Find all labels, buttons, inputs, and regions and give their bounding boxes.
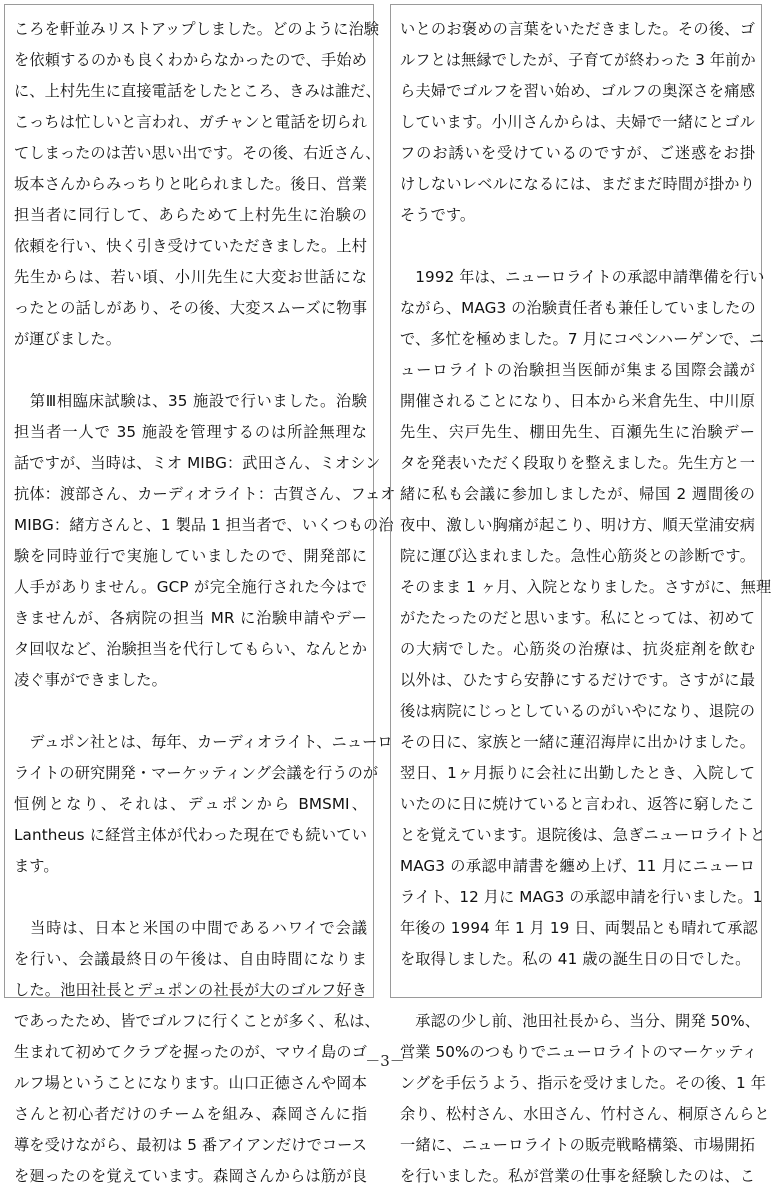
text-line: ころを軒並みリストアップしました。どのように治験 (14, 20, 380, 38)
text-line: とを覚えています。退院後は、急ぎニューロライトと (400, 826, 766, 844)
text-line: ライト、12 月に MAG3 の承認申請を行いました。1 (400, 888, 763, 906)
text-line: 当時は、日本と米国の中間であるハワイで会議 (14, 919, 367, 937)
left-text-column (4, 4, 396, 1185)
text-line: てしまったのは苦い思い出です。その後、右近さん、 (14, 144, 381, 162)
text-line: 開催されることになり、日本から米倉先生、中川原 (400, 392, 755, 410)
text-line: 営業 50%のつもりでニューロライトのマーケッティ (400, 1043, 758, 1061)
text-line: 坂本さんからみっちりと叱られました。後日、営業 (14, 175, 367, 193)
paragraph-gap (400, 975, 755, 1006)
text-line: 導を受けながら、最初は 5 番アイアンだけでコース (14, 1136, 367, 1154)
text-line: ら夫婦でゴルフを習い始め、ゴルフの奥深さを痛感 (400, 82, 755, 100)
paragraph-gap (14, 696, 367, 727)
text-line: けしないレベルになるには、まだまだ時間が掛かり (400, 175, 755, 193)
text-line: 抗体：渡部さん、カーディオライト：古賀さん、フェオ (14, 485, 396, 503)
page-number: －3－ (365, 1052, 405, 1070)
paragraph (14, 727, 393, 882)
text-line: が運びました。 (14, 330, 122, 348)
text-line: 院に運び込まれました。急性心筋炎との診断です。 (400, 547, 755, 565)
text-line: ったとの話しがあり、その後、大変スムーズに物事 (14, 299, 367, 317)
text-line: がたたったのだと思います。私にとっては、初めて (400, 609, 755, 627)
text-line: を行いました。私が営業の仕事を経験したのは、こ (400, 1167, 755, 1185)
text-line: 1992 年は、ニューロライトの承認申請準備を行い (400, 268, 765, 286)
text-line: 先生、宍戸先生、棚田先生、百瀬先生に治験デー (400, 423, 755, 441)
text-line: ライトの研究開発・マーケッティング会議を行うのが (14, 764, 379, 782)
right-text-column (390, 4, 771, 1185)
text-line: を依頼するのかも良くわからなかったので、手始め (14, 51, 367, 69)
text-line: ューロライトの治験担当医師が集まる国際会議が (400, 361, 755, 379)
text-line: こっちは忙しいと言われ、ガチャンと電話を切られ (14, 113, 367, 131)
text-line: 先生からは、若い頃、小川先生に大変お世話にな (14, 268, 367, 286)
text-line: 凌ぐ事ができました。 (14, 671, 167, 689)
text-line: 後は病院にじっとしているのがいやになり、退院の (400, 702, 755, 720)
paragraph (14, 386, 396, 696)
text-line: MIBG：緒方さんと、1 製品 1 担当者で、いくつもの治 (14, 516, 394, 534)
text-line: そうです。 (400, 206, 476, 224)
text-line: した。池田社長とデュポンの社長が大のゴルフ好き (14, 981, 367, 999)
text-line: 一緒に、ニューロライトの販売戦略構築、市場開拓 (400, 1136, 755, 1154)
text-line: 人手がありません。GCP が完全施行された今はで (14, 578, 367, 596)
text-line: 験を同時並行で実施していましたので、開発部に (14, 547, 367, 565)
text-line: ます。 (14, 857, 59, 875)
text-line: に、上村先生に直接電話をしたところ、きみは誰だ、 (14, 82, 381, 100)
text-line: きませんが、各病院の担当 MR に治験申請やデー (14, 609, 367, 627)
text-line: 恒例となり、それは、デュポンから BMSMI、 (14, 795, 367, 813)
text-line: を行い、会議最終日の午後は、自由時間になりま (14, 950, 367, 968)
text-line: 担当者一人で 35 施設を管理するのは所詮無理な (14, 423, 367, 441)
text-line: いとのお褒めの言葉をいただきました。その後、ゴ (400, 20, 755, 38)
text-line: 余り、松村さん、水田さん、竹村さん、桐原さんらと (400, 1105, 770, 1123)
text-line: 承認の少し前、池田社長から、当分、開発 50%、 (400, 1012, 761, 1030)
text-line: 担当者に同行して、あらためて上村先生に治験の (14, 206, 367, 224)
text-line: 生まれて初めてクラブを握ったのが、マウイ島のゴ (14, 1043, 367, 1061)
text-line: 翌日、1ヶ月振りに会社に出勤したとき、入院して (400, 764, 755, 782)
text-line: タを発表いただく段取りを整えました。先生方と一 (400, 454, 755, 472)
text-line: 話ですが、当時は、ミオ MIBG：武田さん、ミオシン (14, 454, 381, 472)
text-line: 第Ⅲ相臨床試験は、35 施設で行いました。治験 (14, 392, 367, 410)
text-line: ルフとは無縁でしたが、子育てが終わった 3 年前か (400, 51, 756, 69)
text-line: ながら、MAG3 の治験責任者も兼任していましたの (400, 299, 756, 317)
text-line: の大病でした。心筋炎の治療は、抗炎症剤を飲む (400, 640, 755, 658)
text-line: 以外は、ひたすら安静にするだけです。さすがに最 (400, 671, 755, 689)
paragraph (400, 262, 771, 975)
text-line: その日に、家族と一緒に蓮沼海岸に出かけました。 (400, 733, 755, 751)
paragraph-gap (400, 231, 755, 262)
paragraph (400, 14, 755, 231)
text-line: ルフ場ということになります。山口正徳さんや岡本 (14, 1074, 367, 1092)
text-line: で、多忙を極めました。7 月にコペンハーゲンで、ニ (400, 330, 765, 348)
text-line: 緒に私も会議に参加しましたが、帰国 2 週間後の (400, 485, 755, 503)
paragraph (400, 1006, 770, 1192)
text-line: MAG3 の承認申請書を纏め上げ、11 月にニューロ (400, 857, 755, 875)
paragraph (14, 14, 381, 355)
text-line: いたのに日に焼けていると言われ、返答に窮したこ (400, 795, 755, 813)
text-line: デュポン社とは、毎年、カーディオライト、ニューロ (14, 733, 393, 751)
text-line: タ回収など、治験担当を代行してもらい、なんとか (14, 640, 367, 658)
text-line: であったため、皆でゴルフに行くことが多く、私は、 (14, 1012, 380, 1030)
text-line: を取得しました。私の 41 歳の誕生日の日でした。 (400, 950, 751, 968)
text-line: 夜中、激しい胸痛が起こり、明け方、順天堂浦安病 (400, 516, 755, 534)
text-line: しています。小川さんからは、夫婦で一緒にとゴル (400, 113, 755, 131)
paragraph-gap (14, 355, 367, 386)
text-line: フのお誘いを受けているのですが、ご迷惑をお掛 (400, 144, 755, 162)
text-line: Lantheus に経営主体が代わった現在でも続いてい (14, 826, 367, 844)
text-line: そのまま 1 ヶ月、入院となりました。さすがに、無理 (400, 578, 771, 596)
text-line: 依頼を行い、快く引き受けていただきました。上村 (14, 237, 367, 255)
text-line: さんと初心者だけのチームを組み、森岡さんに指 (14, 1105, 367, 1123)
text-line: ングを手伝うよう、指示を受けました。その後、1 年 (400, 1074, 766, 1092)
text-line: 年後の 1994 年 1 月 19 日、両製品とも晴れて承認 (400, 919, 758, 937)
paragraph-gap (14, 882, 367, 913)
text-line: を廻ったのを覚えています。森岡さんからは筋が良 (14, 1167, 367, 1185)
